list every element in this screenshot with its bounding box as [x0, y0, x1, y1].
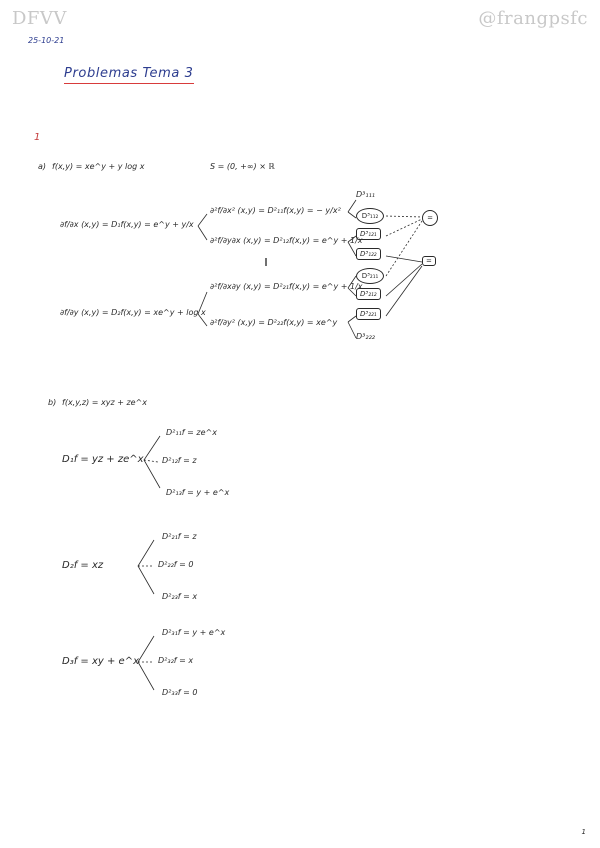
part-a-domain: S = (0, +∞) × ℝ — [210, 162, 275, 171]
part-b-d23: D²₂₃f = x — [162, 592, 198, 601]
part-b-d33: D²₃₃f = 0 — [162, 688, 198, 697]
third-order-111: D³₁₁₁ — [356, 190, 375, 199]
part-a-d2-yy: ∂²f/∂y² (x,y) = D²₂₂f(x,y) = xe^y — [210, 318, 338, 327]
part-b-d1: D₁f = yz + ze^x — [62, 454, 144, 465]
branch-line — [348, 316, 356, 322]
page-title: Problemas Tema 3 — [64, 66, 194, 84]
third-order-212: D³₂₁₂ — [356, 288, 381, 300]
part-b-d31: D²₃₁f = y + e^x — [162, 628, 226, 637]
branch-line — [198, 214, 207, 226]
third-order-121: D³₁₂₁ — [356, 228, 381, 240]
branch-line — [348, 200, 356, 212]
part-a-label: a) — [38, 162, 47, 171]
part-a-function: f(x,y) = xe^y + y log x — [52, 162, 145, 171]
part-b-d22: D²₂₂f = 0 — [158, 560, 194, 569]
part-b-d32: D²₃₂f = x — [158, 656, 194, 665]
page-number: 1 — [581, 828, 586, 836]
part-b-d2: D₂f = xz — [62, 560, 104, 571]
equal-circle-mark: = — [422, 210, 438, 226]
equality-mark: ‖ — [264, 257, 268, 266]
date: 25-10-21 — [28, 36, 65, 45]
part-a-dfdx: ∂f/∂x (x,y) = D₁f(x,y) = e^y + y/x — [60, 220, 194, 229]
part-b-d3: D₃f = xy + e^x — [62, 656, 139, 667]
third-order-112: D³₁₁₂ — [356, 208, 384, 224]
part-b-d11: D²₁₁f = ze^x — [166, 428, 217, 437]
part-a-dfdy: ∂f/∂y (x,y) = D₂f(x,y) = xe^y + log x — [60, 308, 206, 317]
branch-line — [348, 322, 356, 338]
watermark-right: @frangpsfc — [478, 8, 588, 29]
part-a-d2-xx: ∂²f/∂x² (x,y) = D²₁₁f(x,y) = − y/x² — [210, 206, 341, 215]
part-b-d12: D²₁₂f = z — [162, 456, 197, 465]
third-order-122: D³₁₂₂ — [356, 248, 381, 260]
part-b-label: b) — [48, 398, 57, 407]
branch-line — [198, 226, 207, 240]
third-order-211: D³₂₁₁ — [356, 268, 384, 284]
part-a-d2-xy: ∂²f/∂x∂y (x,y) = D²₂₁f(x,y) = e^y + 1/x — [210, 282, 363, 291]
third-order-221: D³₂₂₁ — [356, 308, 381, 320]
part-a-d2-yx: ∂²f/∂y∂x (x,y) = D²₁₂f(x,y) = e^y + 1/x — [210, 236, 363, 245]
part-b-function: f(x,y,z) = xyz + ze^x — [62, 398, 147, 407]
exercise-number: 1 — [34, 132, 41, 143]
equal-box-mark: = — [422, 256, 436, 266]
part-b-d21: D²₂₁f = z — [162, 532, 197, 541]
watermark-left: DFVV — [12, 8, 67, 29]
part-b-d13: D²₁₃f = y + e^x — [166, 488, 230, 497]
third-order-222: D³₂₂₂ — [356, 332, 375, 341]
branch-line — [348, 212, 356, 218]
